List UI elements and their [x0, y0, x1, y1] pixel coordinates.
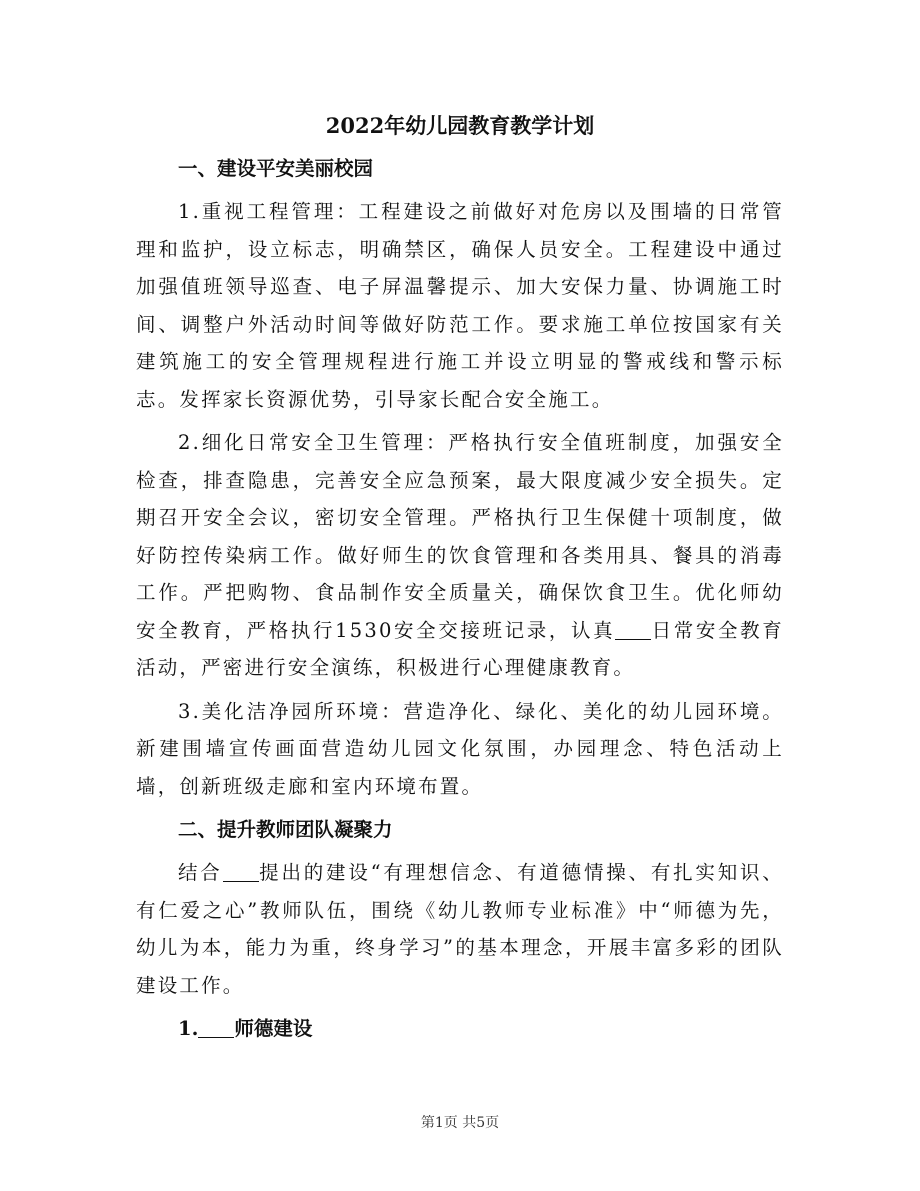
paragraph-teacher-team-part2: 提出的建设“有理想信念、有道德情操、有扎实知识、有仁爱之心”教师队伍，围绕《幼儿教师专业标准》中“师德为先，幼儿为本，能力为重，终身学习”的基本理念，开展丰富多彩的团队建设工作。 [136, 861, 784, 997]
document-title: 2022年幼儿园教育教学计划 [325, 113, 595, 138]
section-heading-2: 二、提升教师团队凝聚力 [178, 818, 393, 841]
blank-underline [615, 619, 651, 640]
paragraph-safety-hygiene [136, 424, 784, 687]
paragraph-teacher-team-part1: 结合 [178, 861, 223, 884]
subheading-text: 师德建设 [234, 1017, 313, 1040]
paragraph-environment: 3.美化洁净园所环境：营造净化、绿化、美化的幼儿园环境。新建围墙宣传画面营造幼儿园文化氛围，办园理念、特色活动上墙，创新班级走廊和室内环境布置。 [136, 699, 784, 798]
paragraph-engineering-management: 1.重视工程管理：工程建设之前做好对危房以及围墙的日常管理和监护，设立标志，明确禁区，确保人员安全。工程建设中通过加强值班领导巡查、电子屏温馨提示、加大安保力量、协调施工时间、调整户外活动时间等做好防范工作。要求施工单位按国家有关建筑施工的安全管理规程进行施工并设立明显的警戒线和警示标志。发挥家长资源优势，引导家长配合安全施工。 [136, 200, 784, 411]
page-footer: 第1页 共5页 [420, 1115, 500, 1131]
subheading-number: 1. [178, 1017, 199, 1040]
subheading-ethics [136, 1010, 784, 1047]
blank-underline [223, 862, 259, 883]
paragraph-safety-hygiene-part1: 2.细化日常安全卫生管理：严格执行安全值班制度，加强安全检查，排查隐患，完善安全应急预案，最大限度减少安全损失。定期召开安全会议，密切安全管理。严格执行卫生保健十项制度，做好防控传染病工作。做好师生的饮食管理和各类用具、餐具的消毒工作。严把购物、食品制作安全质量关，确保饮食卫生。优化师幼安全教育，严格执行1530安全交接班记录，认真 [136, 431, 784, 642]
blank-underline [198, 1018, 234, 1039]
paragraph-safety-hygiene-part2: 日常安全教育活动，严密进行安全演练，积极进行心理健康教育。 [136, 618, 785, 679]
document-page [136, 106, 784, 1053]
paragraph-teacher-team [136, 854, 784, 1004]
section-heading-1: 一、建设平安美丽校园 [178, 157, 374, 180]
